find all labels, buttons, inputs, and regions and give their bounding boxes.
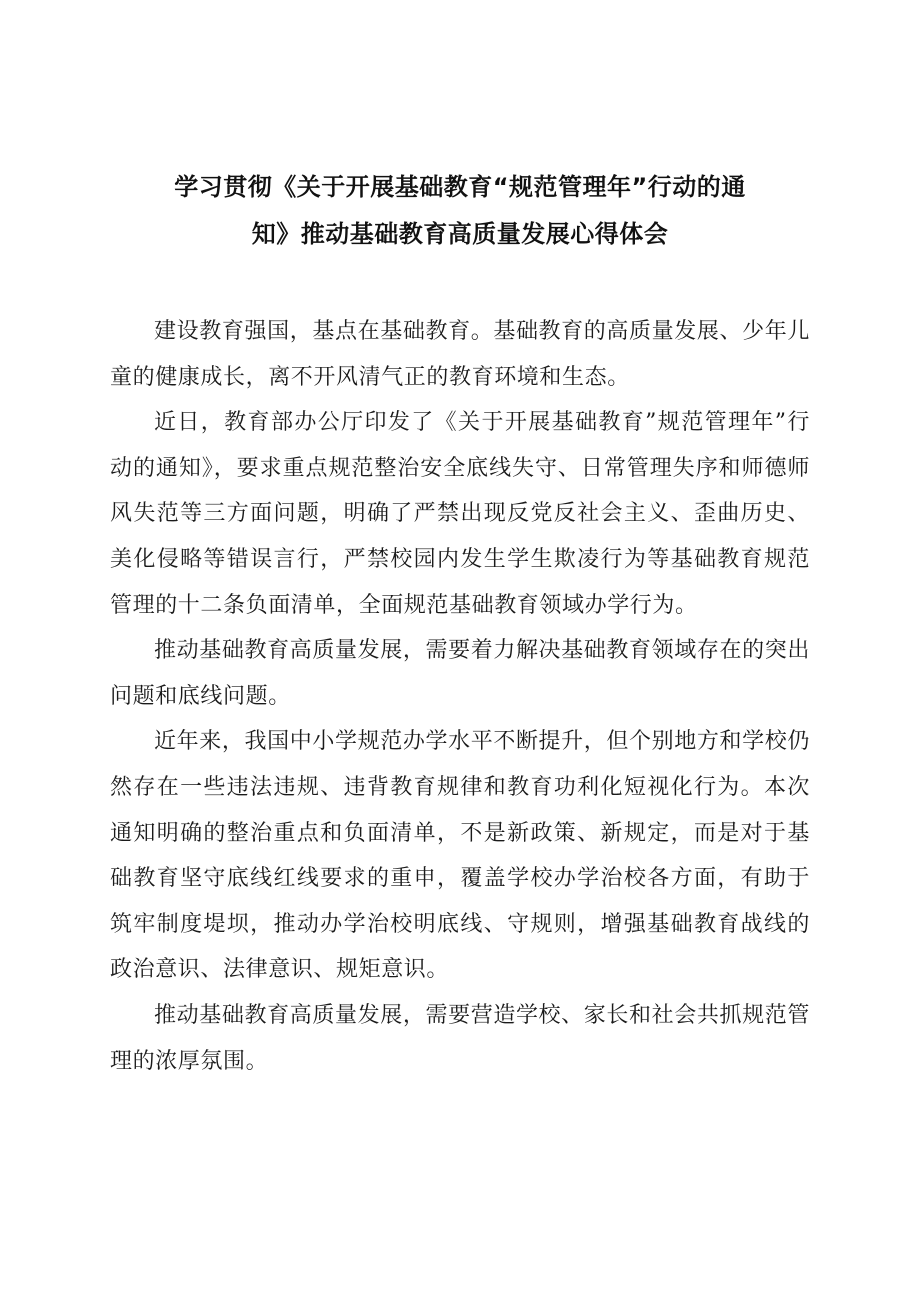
title-line-1: 学习贯彻《关于开展基础教育“规范管理年”行动的通 (174, 173, 746, 201)
document-title (110, 164, 810, 258)
document-body (110, 309, 810, 1084)
title-line-2: 知》推动基础教育高质量发展心得体会 (251, 220, 669, 248)
paragraph-4: 近年来，我国中小学规范办学水平不断提升，但个别地方和学校仍然存在一些违法违规、违背教育规律和教育功利化短视化行为。本次通知明确的整治重点和负面清单，不是新政策、新规定，而是对于基础教育坚守底线红线要求的重申，覆盖学校办学治校各方面，有助于筑牢制度堤坝，推动办学治校明底线、守规则，增强基础教育战线的政治意识、法律意识、规矩意识。 (110, 729, 810, 983)
paragraph-2: 近日，教育部办公厅印发了《关于开展基础教育”规范管理年”行动的通知》，要求重点规范整治安全底线失守、日常管理失序和师德师风失范等三方面问题，明确了严禁出现反党反社会主义、歪曲历史、美化侵略等错误言行，严禁校园内发生学生欺凌行为等基础教育规范管理的十二条负面清单，全面规范基础教育领域办学行为。 (110, 410, 810, 618)
paragraph-1: 建设教育强国，基点在基础教育。基础教育的高质量发展、少年儿童的健康成长，离不开风清气正的教育环境和生态。 (110, 319, 810, 390)
paragraph-5: 推动基础教育高质量发展，需要营造学校、家长和社会共抓规范管理的浓厚氛围。 (110, 1002, 810, 1074)
paragraph-3: 推动基础教育高质量发展，需要着力解决基础教育领域存在的突出问题和底线问题。 (110, 638, 810, 709)
